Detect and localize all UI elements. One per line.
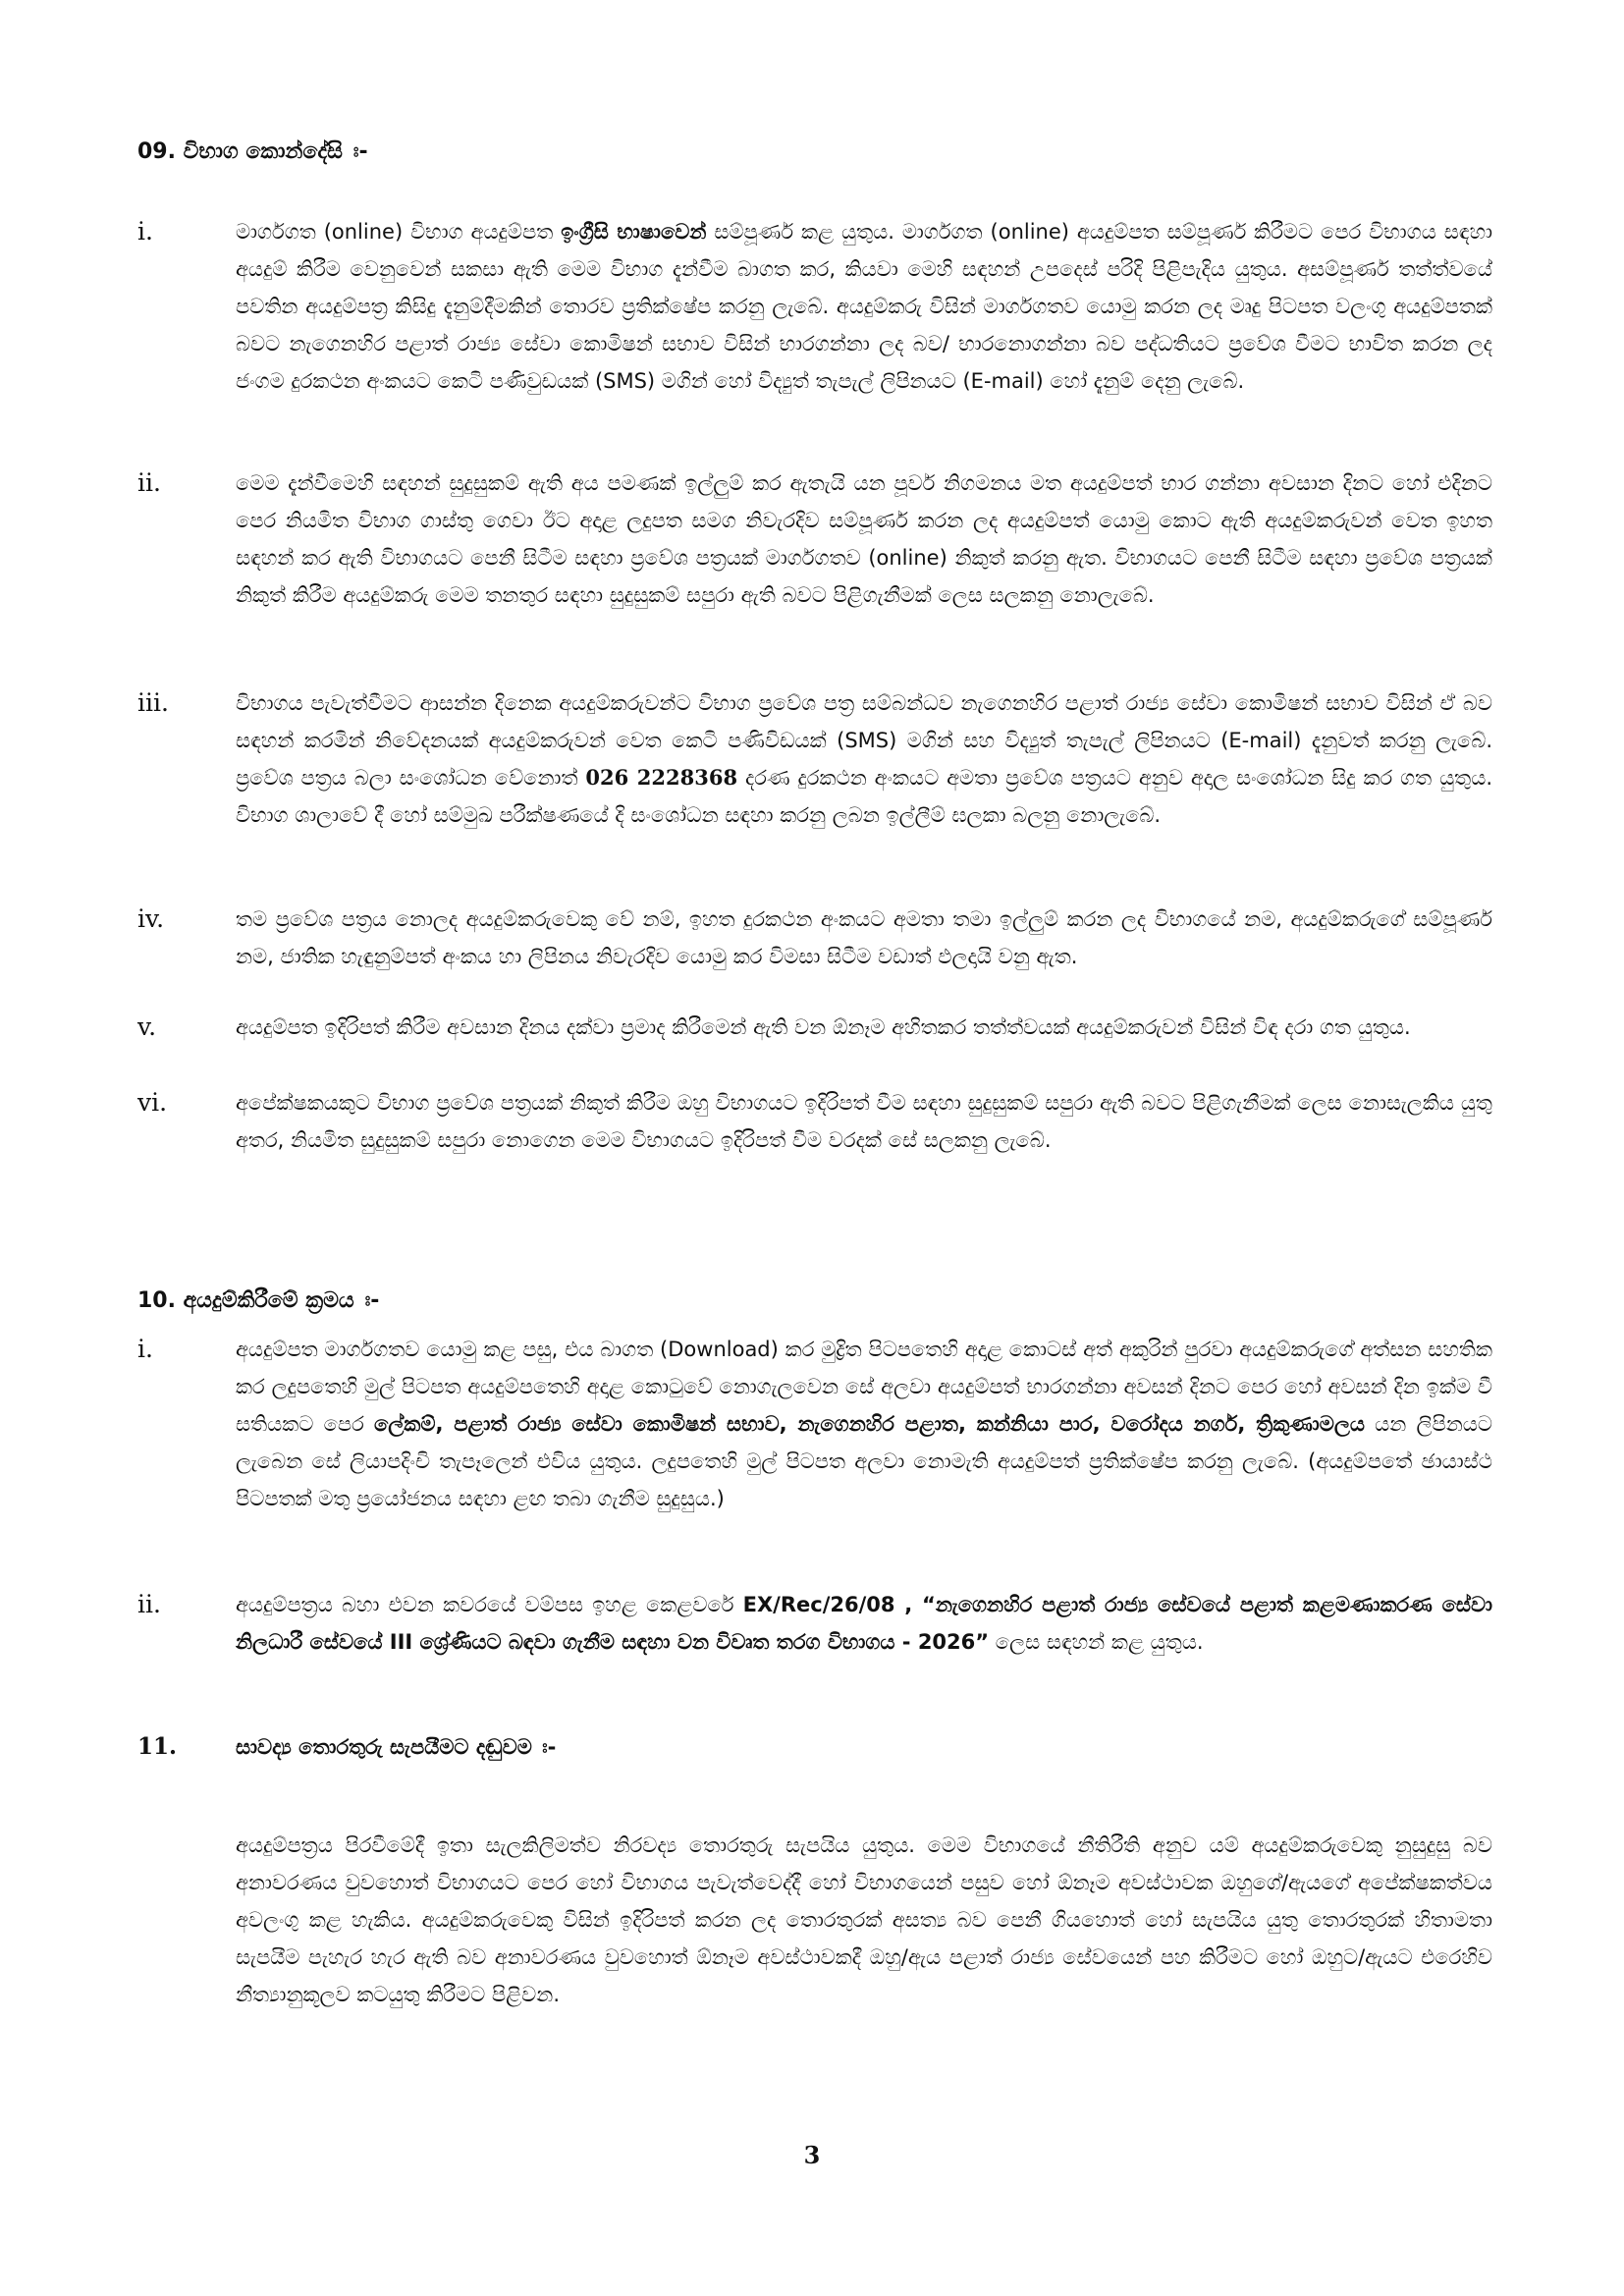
item-label: iii.: [137, 688, 169, 717]
section-11-number: 11.: [137, 1733, 178, 1760]
item-text-part: ලෙස සඳහන් කළ යුතුය.: [989, 1630, 1204, 1654]
section-11-paragraph: අයදුම්පත්‍රය පිරවීමේදී ඉතා සැලකිලිමත්ව නිරවද්‍ය තොරතුරු සැපයිය යුතුය. මෙම විභාගයේ නීතිරීති අනුව යම් අයදුම්කරුවෙකු නුසුදුසු බව අනාවරණය වුවහොත් විභාගයට පෙර හෝ විභාගය පැවැත්වෙද්දී හෝ විභාගයෙන් පසුව හෝ ඕනෑම අවස්ථාවක ඔහුගේ/ඇයගේ අපේක්ෂකත්වය අවලංගු කළ හැකිය. අයදුම්කරුවෙකු විසින් ඉදිරිපත් කරන ලද තොරතුරක් අසත්‍ය බව පෙනී ගියහොත් හෝ සැපයිය යුතු තොරතුරක් හිතාමතා සැපයීම පැහැර හැර ඇති බව අනාවරණය වුවහොත් ඕනෑම අවස්ථාවකදී ඔහු/ඇය පළාත් රාජ්‍ය සේවයෙන් පහ කිරීමට හෝ ඔහුට/ඇයට එරෙහිව නීත්‍යානුකූලව කටයුතු කිරීමට පිළිවන.: [236, 1833, 1492, 2006]
item-text: මෙම දැන්වීමෙහි සඳහන් සුදුසුකම් ඇති අය පමණක් ඉල්ලුම් කර ඇතැයි යන පූර්ව නිගමනය මත අයදුම්පත් භාර ගන්නා අවසාන දිනට හෝ එදිනට පෙර නියමිත විභාග ගාස්තු ගෙවා ඊට අදාළ ලදුපත සමග නිවැරදිව සම්පූර්ණ කරන ලද අයදුම්පත් යොමු කොට ඇති අයදුම්කරුවන් වෙත ඉහත සඳහන් කර ඇති විභාගයට පෙනී සිටීම සඳහා ප්‍රවේශ පත්‍රයක් මාර්ගගතව (online) නිකුත් කරනු ඇත. විභාගයට පෙනී සිටීම සඳහා ප්‍රවේශ පත්‍රයක් නිකුත් කිරීම අයදුම්කරු මෙම තනතුර සඳහා සුදුසුකම් සපුරා ඇති බවට පිළිගැනීමක් ලෙස සලකනු නොලැබේ.: [236, 471, 1492, 607]
item-text-bold: ඉංග්‍රීසි භාෂාවෙන්: [561, 220, 707, 244]
phone-number: 026 2228368: [585, 765, 738, 790]
item-label: vi.: [137, 1088, 168, 1117]
item-label: v.: [137, 1012, 157, 1041]
item-label: i.: [137, 1335, 153, 1363]
item-text-part: අයදුම්පත්‍රය බහා එවන කවරයේ වම්පස ඉහළ කෙළවරේ: [236, 1593, 743, 1616]
item-text-part: අයදුම්පත මාර්ගගතව යොමු කළ පසු, එය බාගත (Download) කර මුද්‍රිත පිටපතෙහි අදාළ කොටස් අත් අකුරින් පුරවා අයදුම්කරුගේ අත්සන සහතික කර ලදුපතෙහි මුල් පිටපත අයදුම්පතෙහි අදාළ කොටුවේ නොගැලවෙන සේ අලවා අයදුම්පත් භාරගන්නා අවසන් දිනට පෙර හෝ අවසන් දින ඉක්ම වී සතියකට පෙර: [236, 1338, 1492, 1436]
item-label: iv.: [137, 904, 165, 933]
item-text-part: දරණ දුරකථන අංකයට අමතා ප්‍රවේශ පත්‍රයට අනුව අදාල සංශෝධන සිදු කර ගත යුතුය. විභාග ශාලාවේ දී හෝ සම්මුඛ පරීක්ෂණයේ දි සංශෝධන සඳහා කරනු ලබන ඉල්ලීම් ඝලකා බලනු නොලැබේ.: [236, 766, 1492, 827]
item-text-part: මාර්ගගත (online) විභාග අයදුම්පත: [236, 220, 562, 244]
item-text: අයදුම්පත ඉදිරිපත් කිරීම අවසාන දිනය දක්වා ප්‍රමාද කිරීමෙන් ඇති වන ඕනෑම අහිතකර තත්ත්වයක් අයදුම්කරුවන් විසින් විඳ දරා ගත යුතුය.: [236, 1015, 1411, 1039]
item-text: [236, 1586, 1492, 1661]
item-text: [236, 213, 1492, 400]
item-label: i.: [137, 217, 153, 246]
section-9-heading: 09. විභාග කොන්දේසි ඃ-: [137, 139, 368, 164]
item-text-part: යන ලිපිනයට ලැබෙන සේ ලියාපදිංචි තැපෑලෙන් එවිය යුතුය. ලදුපතෙහි මුල් පිටපත අලවා නොමැති අයදුම්පත් ප්‍රතික්ෂේප කරනු ලැබේ. (අයදුම්පතේ ඡායාස්ථ පිටපතක් මතු ප්‍රයෝජනය සඳහා ළඟ තබා ගැනීම සුදුසුය.): [236, 1412, 1492, 1510]
item-text: [236, 1331, 1492, 1517]
section-10-heading: 10. අයදුම්කිරීමේ ක්‍රමය ඃ-: [137, 1288, 380, 1313]
address-bold: ලේකම්, පළාත් රාජ්‍ය සේවා කොමිෂන් සභාව, නැගෙනහිර පළාත, කන්නියා පාර, වරෝදය නගර්, ත්‍රිකුණාමලය: [373, 1412, 1365, 1436]
page-number: 3: [803, 2141, 821, 2169]
envelope-reference-bold: EX/Rec/26/08 , “නැගෙනහිර පළාත් රාජ්‍ය සේවයේ පළාත් කළමණාකරණ සේවා නිලධාරී සේවයේ III ශ්‍රේණියට බඳවා ගැනීම සඳහා වන විවෘත තරග විභාගය - 2026”: [236, 1593, 1492, 1654]
item-text: තම ප්‍රවේශ පත්‍රය නොලද අයදුම්කරුවෙකු වේ නම්, ඉහත දුරකථන අංකයට අමතා තමා ඉල්ලුම් කරන ලද විභාගයේ නම, අයදුම්කරුගේ සම්පූර්ණ නම, ජාතික හැඳුනුම්පත් අංකය හා ලිපිනය නිවැරදිව යොමු කර විමසා සිටීම වඩාත් ඵලදායි වනු ඇත.: [236, 907, 1492, 968]
item-text-part: සම්පූර්ණ කළ යුතුය. මාර්ගගත (online) අයදුම්පත සම්පූර්ණ කිරීමට පෙර විභාගය සඳහා අයදුම් කිරීම වෙනුවෙන් සකසා ඇති මෙම විභාග දැන්වීම බාගත කර, කියවා මෙහි සඳහන් උපදෙස් පරිදි පිළිපැදිය යුතුය. අසම්පූර්ණ තත්ත්වයේ පවතින අයදුම්පත්‍ර කිසිදු දැනුම්දීමකින් තොරව ප්‍රතික්ෂේප කරනු ලැබේ. අයදුම්කරු විසින් මාර්ගගතව යොමු කරන ලද මෘදු පිටපත වලංගු අයදුම්පතක් බවට නැගෙනහිර පළාත් රාජ්‍ය සේවා කොමිෂන් සභාව විසින් භාරගන්නා ලද බව/ භාරනොගන්නා බව පද්ධතියට ප්‍රවේශ වීමට භාවිත කරන ලද ජංගම දුරකථන අංකයට කෙටි පණිවුඩයක් (SMS) මගින් හෝ විද්‍යුත් තැපැල් ලිපිනයට (E-mail) හෝ දැනුම් දෙනු ලැබේ.: [236, 220, 1493, 393]
item-text: [236, 684, 1492, 834]
item-text-part: විභාගය පැවැත්වීමට ආසන්න දිනෙක අයදුම්කරුවන්ට විභාග ප්‍රවේශ පත්‍ර සම්බන්ධව නැගෙනහිර පළාත් රාජ්‍ය සේවා කොමිෂන් සභාව විසින් ඒ බව සඳහන් කරමින් නිවේදනයක් අයදුම්කරුවන් වෙත කෙටි පණිවිඩයක් (SMS) මගින් සහ විද්‍යුත් තැපැල් ලිපිනයට (E-mail) දැනුවත් කරනු ලැබේ. ප්‍රවේශ පත්‍රය බලා සංශෝධන වේනොත්: [236, 691, 1492, 790]
item-label: ii.: [137, 468, 161, 497]
section-11-title: සාවද්‍ය තොරතුරු සැපයීමට දඬුවම ඃ-: [236, 1735, 557, 1759]
item-label: ii.: [137, 1590, 161, 1618]
item-text: අපේක්ෂකයකුට විභාග ප්‍රවේශ පත්‍රයක් නිකුත් කිරීම ඔහු විභාගයට ඉදිරිපත් වීම සඳහා සුදුසුකම් සපුරා ඇති බවට පිළිගැනීමක් ලෙස නොසැලකිය යුතු අතර, නියමිත සුදුසුකම් සපුරා නොගෙන මෙම විභාගයට ඉදිරිපත් වීම වරදක් සේ සලකනු ලැබේ.: [236, 1091, 1492, 1152]
